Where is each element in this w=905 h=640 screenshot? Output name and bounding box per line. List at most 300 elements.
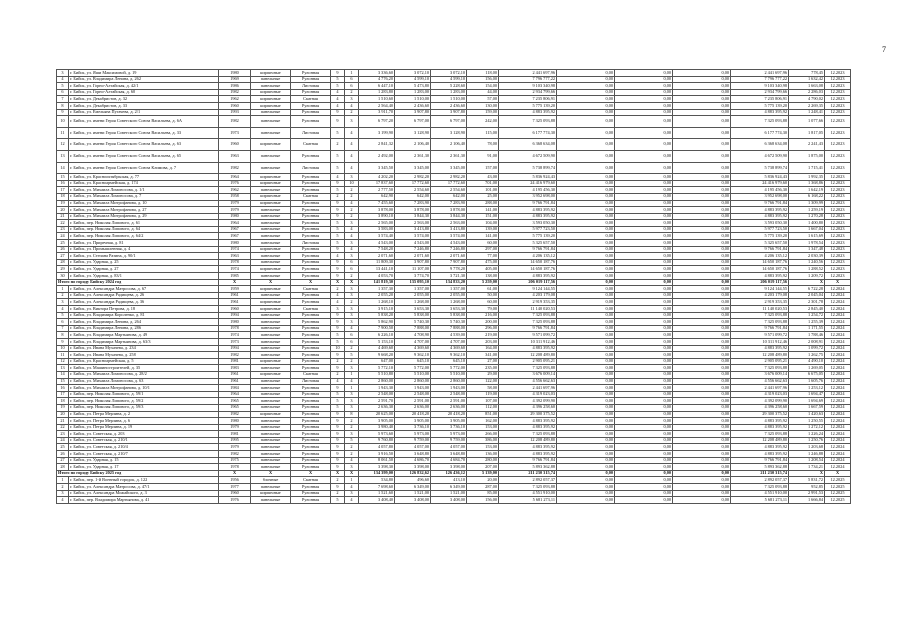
wall-material-cell: панельные <box>251 127 291 139</box>
regional-funds-cell: 0,00 <box>615 385 673 392</box>
entrances-cell: 4 <box>345 378 359 385</box>
table-row <box>57 273 851 280</box>
owners-funds-cell: 4 396 258,60 <box>731 404 789 411</box>
table-row <box>57 424 851 431</box>
regional-funds-cell: 0,00 <box>615 411 673 418</box>
federal-funds-cell: 0,00 <box>557 464 615 471</box>
year-cell: 1960 <box>219 139 251 151</box>
owners-funds-cell: 4 883 395,92 <box>731 345 789 352</box>
deadline-cell: 12.2024 <box>825 319 851 326</box>
year-cell: 1965 <box>219 398 251 405</box>
wall-material-cell: панельные <box>251 162 291 174</box>
unit-cost-cell: 1 171,55 <box>789 325 825 332</box>
year-cell: 1958 <box>219 193 251 200</box>
floors-cell: 5 <box>331 497 345 504</box>
address-cell: г. Бийск, ул. имени Героя Советского Союза Климова, д. 7 <box>69 162 219 174</box>
unit-cost-cell: 1 208,54 <box>789 457 825 464</box>
wall-material-cell: кирпичные <box>251 139 291 151</box>
year-cell: 1979 <box>219 200 251 207</box>
row-number: 20 <box>57 411 69 418</box>
wall-material-cell: кирпичные <box>251 96 291 103</box>
row-number: 17 <box>57 391 69 398</box>
federal-funds-cell: 0,00 <box>557 484 615 491</box>
roof-type-cell: Листовая <box>291 127 331 139</box>
unit-cost-cell: 1 240,56 <box>789 259 825 266</box>
entrances-cell: 6 <box>345 83 359 90</box>
table-row <box>57 451 851 458</box>
wall-material-cell: панельные <box>251 312 291 319</box>
deadline-cell: 12.2023 <box>825 76 851 83</box>
unit-cost-cell: 1 226,24 <box>789 431 825 438</box>
entrances-cell: 3 <box>345 464 359 471</box>
total-area-cell: 2 055,20 <box>359 292 395 299</box>
regional-funds-cell: 0,00 <box>615 418 673 425</box>
table-row <box>57 193 851 200</box>
living-area-cell: 5 772,00 <box>395 365 431 372</box>
entrances-cell: 4 <box>345 325 359 332</box>
address-cell: г. Бийск, ул. Александра Матросова, д. 67 <box>69 286 219 293</box>
residential-area-cell: 1 943,00 <box>431 385 467 392</box>
entrances-cell: 2 <box>345 299 359 306</box>
floors-cell: 5 <box>331 162 345 174</box>
deadline-cell: 12.2023 <box>825 83 851 90</box>
municipal-funds-cell: 0,00 <box>673 319 731 326</box>
roof-type-cell: Рулонная <box>291 259 331 266</box>
address-cell: г. Бийск, ул. Советская, д. 210/1 <box>69 437 219 444</box>
federal-funds-cell: 0,00 <box>557 424 615 431</box>
total-area-cell: 5 838,20 <box>359 312 395 319</box>
deadline-cell: 12.2023 <box>825 127 851 139</box>
residents-cell: 5 139,00 <box>467 470 499 477</box>
total-cost-cell: 6 177 774,30 <box>499 127 557 139</box>
table-row <box>57 352 851 359</box>
living-area-cell: 4 543,00 <box>395 240 431 247</box>
address-cell: г. Бийск, ул. Петра Мерлина, д. 6 <box>69 418 219 425</box>
wall-material-cell: панельные <box>251 391 291 398</box>
roof-type-cell: Скатная <box>291 96 331 103</box>
residents-cell: 119,00 <box>467 391 499 398</box>
address-cell: г. Бийск, пер. Владимира Мартьянова, д. 41 <box>69 497 219 504</box>
year-cell: 1984 <box>219 385 251 392</box>
row-number: 28 <box>57 464 69 471</box>
residential-area-cell: 3 413,80 <box>431 226 467 233</box>
table-row <box>57 150 851 162</box>
federal-funds-cell: 0,00 <box>557 109 615 116</box>
deadline-cell: 12.2023 <box>825 162 851 174</box>
address-cell: г. Бийск, ул. имени Героя Советского Союза Васильева, д. 65 <box>69 150 219 162</box>
row-number: 27 <box>57 457 69 464</box>
total-cost-cell: 7 325 093,88 <box>499 116 557 128</box>
row-number: 30 <box>57 273 69 280</box>
roof-type-cell: Рулонная <box>291 391 331 398</box>
address-cell: г. Бийск, ул. имени Героя Советского Союза Васильева, д. 63 <box>69 139 219 151</box>
roof-type-cell: Рулонная <box>291 484 331 491</box>
residential-area-cell: 3 653,30 <box>431 306 467 313</box>
total-cost-cell: 4 396 258,60 <box>499 404 557 411</box>
unit-cost-cell: 1 666,84 <box>789 497 825 504</box>
total-label: Итого по городу Бийску 2025 год <box>57 470 219 477</box>
floors-cell: 5 <box>331 398 345 405</box>
residential-area-cell: 20 418,20 <box>431 411 467 418</box>
entrances-cell: 4 <box>345 457 359 464</box>
residents-cell: 156,00 <box>467 497 499 504</box>
unit-cost-cell: 1 663,08 <box>789 83 825 90</box>
residential-area-cell: 3 721,30 <box>431 273 467 280</box>
deadline-cell: 12.2024 <box>825 332 851 339</box>
unit-cost-cell: 1 253,12 <box>789 385 825 392</box>
residential-area-cell: 1 283,00 <box>431 89 467 96</box>
floors-cell: 9 <box>331 484 345 491</box>
municipal-funds-cell: 0,00 <box>673 286 731 293</box>
table-row <box>57 83 851 90</box>
total-area-cell: 6 797,20 <box>359 116 395 128</box>
total-area-cell: 4 053,70 <box>359 273 395 280</box>
owners-funds-cell: 9 124 144,55 <box>731 286 789 293</box>
roof-type-cell: Рулонная <box>291 398 331 405</box>
address-cell: г. Бийск, ул. Владимира Ленина, д. 262 <box>69 76 219 83</box>
table-row <box>57 70 851 77</box>
total-area-cell: 7 900,50 <box>359 325 395 332</box>
wall-material-cell: кирпичные <box>251 286 291 293</box>
owners-funds-cell: 14 650 187,76 <box>731 259 789 266</box>
regional-funds-cell: 0,00 <box>615 404 673 411</box>
residents-cell: 341,00 <box>467 352 499 359</box>
year-cell: 1980 <box>219 70 251 77</box>
total-cost-cell: 9 103 340,98 <box>499 83 557 90</box>
federal-funds-cell: 0,00 <box>557 259 615 266</box>
federal-funds-cell: 0,00 <box>557 411 615 418</box>
table-row <box>57 207 851 214</box>
entrances-cell: 3 <box>345 286 359 293</box>
row-number: 18 <box>57 398 69 405</box>
floors-cell: 2 <box>331 139 345 151</box>
residential-area-cell: 645,10 <box>431 358 467 365</box>
owners-funds-cell: 9 571 099,72 <box>731 332 789 339</box>
residential-area-cell: 3 878,00 <box>431 207 467 214</box>
wall-material-cell: X <box>251 470 291 477</box>
floors-cell: 5 <box>331 338 345 345</box>
living-area-cell: 3 398,00 <box>395 464 431 471</box>
entrances-cell: 6 <box>345 332 359 339</box>
deadline-cell: 12.2024 <box>825 325 851 332</box>
unit-cost-cell: 1 246,88 <box>789 451 825 458</box>
living-area-cell: 6 797,00 <box>395 116 431 128</box>
entrances-cell: 4 <box>345 233 359 240</box>
deadline-cell: 12.2023 <box>825 266 851 273</box>
entrances-cell: X <box>345 279 359 286</box>
municipal-funds-cell: 0,00 <box>673 279 731 286</box>
address-cell: г. Бийск, пер. Николая Липового, д. 59/2 <box>69 398 219 405</box>
entrances-cell: 5 <box>345 352 359 359</box>
year-cell: 1979 <box>219 424 251 431</box>
federal-funds-cell: 0,00 <box>557 306 615 313</box>
unit-cost-cell: 1 254,72 <box>789 312 825 319</box>
regional-funds-cell: 0,00 <box>615 233 673 240</box>
owners-funds-cell: 4 883 395,92 <box>731 109 789 116</box>
residents-cell: 219,00 <box>467 332 499 339</box>
regional-funds-cell: 0,00 <box>615 325 673 332</box>
regional-funds-cell: 0,00 <box>615 378 673 385</box>
address-cell: г. Бийск, ул. Владимира Ленина, д. 286 <box>69 325 219 332</box>
residents-cell: 78,00 <box>467 139 499 151</box>
table-row <box>57 139 851 151</box>
floors-cell: 5 <box>331 404 345 411</box>
row-number: 22 <box>57 424 69 431</box>
year-cell: 1960 <box>219 490 251 497</box>
total-area-cell: 9 668,20 <box>359 352 395 359</box>
address-cell: г. Бийск, ул. Красноармейская, д. 5 <box>69 358 219 365</box>
regional-funds-cell: 0,00 <box>615 345 673 352</box>
entrances-cell: 3 <box>345 174 359 181</box>
address-cell: г. Бийск, ул. Декабристов, д. 32 <box>69 96 219 103</box>
roof-type-cell: Рулонная <box>291 102 331 109</box>
residential-area-cell: 6 797,00 <box>431 116 467 128</box>
roof-type-cell: Рулонная <box>291 424 331 431</box>
wall-material-cell: кирпичные <box>251 200 291 207</box>
residents-cell: 79,00 <box>467 306 499 313</box>
deadline-cell: 12.2023 <box>825 193 851 200</box>
year-cell: 1979 <box>219 207 251 214</box>
floors-cell: 5 <box>331 83 345 90</box>
residential-area-cell: 2 636,00 <box>431 404 467 411</box>
residential-area-cell: 5 510,00 <box>431 371 467 378</box>
entrances-cell: 2 <box>345 89 359 96</box>
municipal-funds-cell: 0,00 <box>673 332 731 339</box>
floors-cell: 9 <box>331 70 345 77</box>
residential-area-cell: 9 759,00 <box>431 437 467 444</box>
federal-funds-cell: 0,00 <box>557 378 615 385</box>
federal-funds-cell: 0,00 <box>557 286 615 293</box>
residents-cell: 139,00 <box>467 226 499 233</box>
total-cost-cell: 12 208 489,80 <box>499 437 557 444</box>
address-cell: г. Бийск, ул. Александра Радищева, д. 26 <box>69 292 219 299</box>
federal-funds-cell: 0,00 <box>557 233 615 240</box>
deadline-cell: 12.2023 <box>825 116 851 128</box>
federal-funds-cell: 0,00 <box>557 371 615 378</box>
municipal-funds-cell: 0,00 <box>673 233 731 240</box>
total-cost-cell: 24 416 979,60 <box>499 180 557 187</box>
floors-cell: 9 <box>331 451 345 458</box>
row-number: 17 <box>57 187 69 194</box>
living-area-cell: 2 860,00 <box>395 378 431 385</box>
table-row <box>57 477 851 484</box>
municipal-funds-cell: 0,00 <box>673 213 731 220</box>
table-body <box>57 70 851 504</box>
total-cost-cell: 5 893 362,88 <box>499 464 557 471</box>
floors-cell: 9 <box>331 213 345 220</box>
wall-material-cell: панельные <box>251 292 291 299</box>
roof-type-cell: Рулонная <box>291 273 331 280</box>
federal-funds-cell: 0,00 <box>557 451 615 458</box>
roof-type-cell: Рулонная <box>291 150 331 162</box>
living-area-cell: 126 832,62 <box>395 470 431 477</box>
year-cell: 1980 <box>219 213 251 220</box>
wall-material-cell: кирпичные <box>251 193 291 200</box>
municipal-funds-cell: 0,00 <box>673 127 731 139</box>
regional-funds-cell: 0,00 <box>615 213 673 220</box>
row-number: 19 <box>57 200 69 207</box>
total-area-cell: 3 980,40 <box>359 424 395 431</box>
federal-funds-cell: 0,00 <box>557 213 615 220</box>
unit-cost-cell: X <box>789 470 825 477</box>
residential-area-cell: 3 072,10 <box>431 70 467 77</box>
table-row <box>57 240 851 247</box>
regional-funds-cell: 0,00 <box>615 220 673 227</box>
total-area-cell: 3 916,50 <box>359 451 395 458</box>
owners-funds-cell: 4 883 395,92 <box>731 273 789 280</box>
roof-type-cell: Рулонная <box>291 404 331 411</box>
owners-funds-cell: 5 775 139,20 <box>731 102 789 109</box>
total-cost-cell: 4 883 395,92 <box>499 444 557 451</box>
table-row <box>57 358 851 365</box>
wall-material-cell: панельные <box>251 207 291 214</box>
year-cell: 1979 <box>219 444 251 451</box>
row-number: 11 <box>57 127 69 139</box>
roof-type-cell: Скатная <box>291 371 331 378</box>
residents-cell: 61,00 <box>467 286 499 293</box>
entrances-cell: 2 <box>345 207 359 214</box>
owners-funds-cell: 4 883 395,92 <box>731 444 789 451</box>
residents-cell: 20,00 <box>467 477 499 484</box>
year-cell: 1978 <box>219 464 251 471</box>
floors-cell: 5 <box>331 391 345 398</box>
residential-area-cell: 7 907,80 <box>431 259 467 266</box>
table-row <box>57 187 851 194</box>
total-area-cell: 2 591,70 <box>359 398 395 405</box>
unit-cost-cell: 1 875,00 <box>789 150 825 162</box>
year-cell: 1974 <box>219 266 251 273</box>
year-cell: 1981 <box>219 431 251 438</box>
year-cell: 1975 <box>219 457 251 464</box>
roof-type-cell: Рулонная <box>291 444 331 451</box>
year-cell: 1982 <box>219 162 251 174</box>
living-area-cell: 3 905,00 <box>395 418 431 425</box>
roof-type-cell: Скатная <box>291 139 331 151</box>
owners-funds-cell: 5 977 723,50 <box>731 226 789 233</box>
table-row <box>57 391 851 398</box>
municipal-funds-cell: 0,00 <box>673 437 731 444</box>
federal-funds-cell: 0,00 <box>557 404 615 411</box>
owners-funds-cell: 2 892 057,37 <box>731 477 789 484</box>
row-number: 11 <box>57 352 69 359</box>
roof-type-cell: Рулонная <box>291 325 331 332</box>
municipal-funds-cell: 0,00 <box>673 484 731 491</box>
entrances-cell: 1 <box>345 385 359 392</box>
regional-funds-cell: 0,00 <box>615 319 673 326</box>
living-area-cell: 642,00 <box>395 193 431 200</box>
total-cost-cell: 29 300 375,52 <box>499 411 557 418</box>
owners-funds-cell: 4 883 395,92 <box>731 424 789 431</box>
total-row <box>57 279 851 286</box>
municipal-funds-cell: 0,00 <box>673 411 731 418</box>
row-number: 6 <box>57 89 69 96</box>
municipal-funds-cell: 0,00 <box>673 116 731 128</box>
municipal-funds-cell: 0,00 <box>673 180 731 187</box>
address-cell: г. Бийск, пер. Николая Липового, д. 59/3 <box>69 404 219 411</box>
address-cell: г. Бийск, ул. Красноармейская, д. 174 <box>69 180 219 187</box>
residential-area-cell: 3 907,80 <box>431 109 467 116</box>
residents-cell: 85,00 <box>467 490 499 497</box>
total-cost-cell: 5 738 899,74 <box>499 162 557 174</box>
row-number: 19 <box>57 404 69 411</box>
regional-funds-cell: 0,00 <box>615 150 673 162</box>
municipal-funds-cell: 0,00 <box>673 451 731 458</box>
address-cell: г. Бийск, пер. Николая Липового, д. 59/1 <box>69 391 219 398</box>
municipal-funds-cell: 0,00 <box>673 220 731 227</box>
federal-funds-cell: 0,00 <box>557 266 615 273</box>
roof-type-cell: Рулонная <box>291 431 331 438</box>
deadline-cell: 12.2024 <box>825 418 851 425</box>
address-cell: г. Бийск, ул. Ударная, д. 27 <box>69 266 219 273</box>
regional-funds-cell: 0,00 <box>615 431 673 438</box>
floors-cell: 2 <box>331 193 345 200</box>
wall-material-cell: панельные <box>251 404 291 411</box>
row-number: 13 <box>57 365 69 372</box>
municipal-funds-cell: 0,00 <box>673 139 731 151</box>
residential-area-cell: 17 772,60 <box>431 180 467 187</box>
owners-funds-cell: 5 738 899,74 <box>731 162 789 174</box>
unit-cost-cell: 1 203,68 <box>789 444 825 451</box>
total-cost-cell: 7 796 777,22 <box>499 76 557 83</box>
unit-cost-cell: 1 269,05 <box>789 365 825 372</box>
total-area-cell: 13 441,10 <box>359 266 395 273</box>
table-row <box>57 96 851 103</box>
deadline-cell: 12.2024 <box>825 299 851 306</box>
address-cell: г. Бийск, ул. Яши Максимовой, д. 19 <box>69 70 219 77</box>
floors-cell: 5 <box>331 332 345 339</box>
entrances-cell: 2 <box>345 193 359 200</box>
deadline-cell: 12.2023 <box>825 70 851 77</box>
roof-type-cell: Рулонная <box>291 174 331 181</box>
wall-material-cell: панельные <box>251 484 291 491</box>
municipal-funds-cell: 0,00 <box>673 404 731 411</box>
unit-cost-cell: 1 642,19 <box>789 187 825 194</box>
living-area-cell: 5 510,00 <box>395 371 431 378</box>
year-cell: 1982 <box>219 411 251 418</box>
wall-material-cell: панельные <box>251 451 291 458</box>
total-cost-cell: 9 766 791,84 <box>499 246 557 253</box>
unit-cost-cell: 1 077,66 <box>789 116 825 128</box>
residents-cell: 207,00 <box>467 464 499 471</box>
living-area-cell: 3 736,10 <box>395 424 431 431</box>
year-cell: 1969 <box>219 76 251 83</box>
living-area-cell: 1 510,00 <box>395 96 431 103</box>
wall-material-cell: панельные <box>251 497 291 504</box>
wall-material-cell: кирпичные <box>251 102 291 109</box>
table-row <box>57 89 851 96</box>
regional-funds-cell: 0,00 <box>615 89 673 96</box>
municipal-funds-cell: 0,00 <box>673 246 731 253</box>
residential-area-cell: 642,00 <box>431 193 467 200</box>
federal-funds-cell: 0,00 <box>557 174 615 181</box>
regional-funds-cell: 0,00 <box>615 306 673 313</box>
regional-funds-cell: 0,00 <box>615 464 673 471</box>
table-row <box>57 233 851 240</box>
year-cell: 1983 <box>219 365 251 372</box>
roof-type-cell: Рулонная <box>291 332 331 339</box>
living-area-cell: 1 268,00 <box>395 299 431 306</box>
wall-material-cell: панельные <box>251 418 291 425</box>
wall-material-cell: X <box>251 279 291 286</box>
year-cell: 1963 <box>219 253 251 260</box>
owners-funds-cell: 3 676 009,14 <box>731 371 789 378</box>
entrances-cell: 6 <box>345 259 359 266</box>
row-number: 5 <box>57 312 69 319</box>
deadline-cell: 12.2025 <box>825 484 851 491</box>
address-cell: г. Бийск, ул. Михаила Митрофанова, д. 10/1 <box>69 385 219 392</box>
total-area-cell: 141 819,30 <box>359 279 395 286</box>
entrances-cell: 3 <box>345 404 359 411</box>
